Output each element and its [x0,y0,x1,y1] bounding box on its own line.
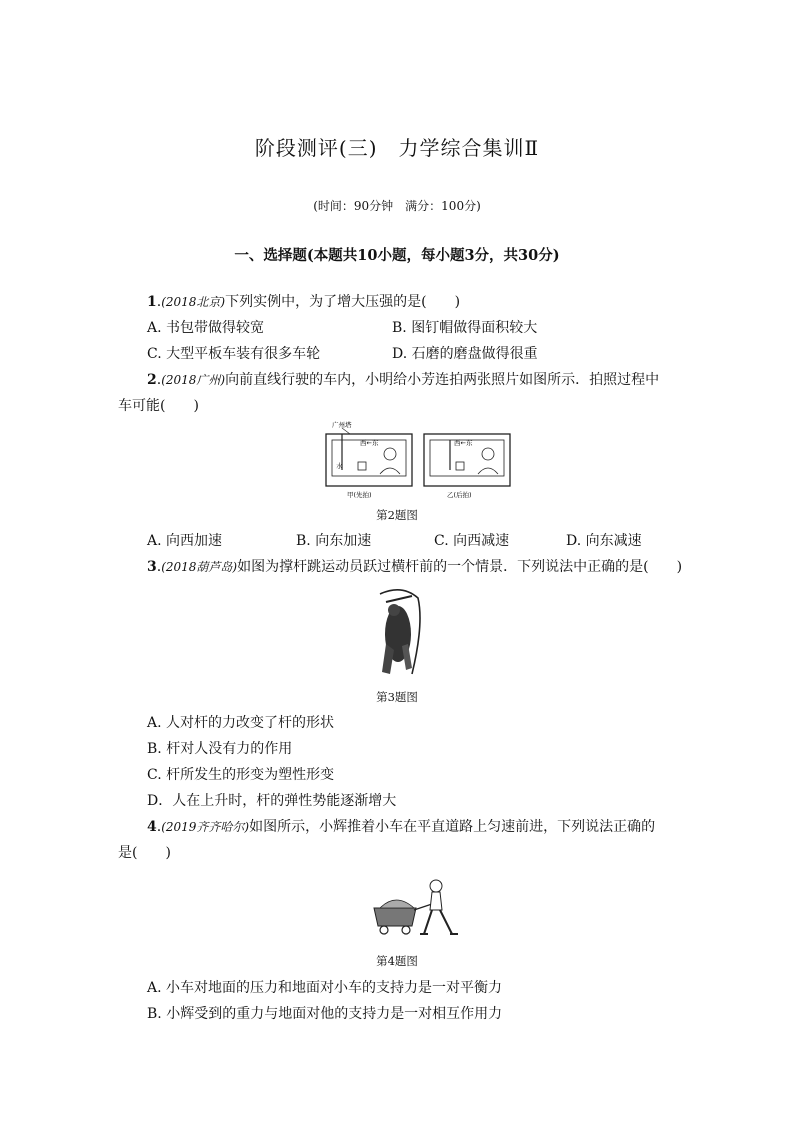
question-2-figure [320,418,520,500]
person-icon [482,448,494,460]
tower-label: 广州塔 [332,421,352,429]
exam-info: (时间：90分钟 满分：100分) [313,199,481,213]
cart-icon [374,908,416,926]
question-number: 4 [147,819,157,835]
figure-caption: 第3题图 [376,690,418,704]
question-source: (2018广州) [161,373,226,387]
photo-first [326,420,412,499]
option-a: A. 向西加速 [147,533,223,549]
svg-text:甲(先拍): 甲(先拍) [347,491,372,499]
option-b: B. 小辉受到的重力与地面对他的支持力是一对相互作用力 [147,1006,503,1022]
figure-caption: 第2题图 [376,508,418,522]
question-number: 2 [147,372,157,388]
pole-vaulter-figure [372,584,428,680]
option-b: B. 杆对人没有力的作用 [147,741,293,757]
option-a: A. 书包带做得较宽 [147,320,265,336]
question-source: (2018葫芦岛) [161,560,238,574]
svg-text:西←东: 西←东 [454,439,473,447]
figure-caption: 第4题图 [376,954,418,968]
svg-text:乙(后拍): 乙(后拍) [447,491,472,499]
question-text: 如图所示，小辉推着小车在平直道路上匀速前进，下列说法正确的 [249,819,656,835]
question-1-stem: 1.(2018北京)下列实例中，为了增大压强的是( ) [147,294,461,310]
question-4-stem-cont: 是( ) [118,845,171,861]
option-d: D．人在上升时，杆的弹性势能逐渐增大 [147,793,397,809]
option-b: B. 图钉帽做得面积较大 [392,320,538,336]
option-c: C. 大型平板车装有很多车轮 [147,346,321,362]
option-c: C. 向西减速 [434,533,510,549]
page-title: 阶段测评(三) 力学综合集训Ⅱ [254,136,540,160]
question-2-stem-cont: 车可能( ) [118,398,199,414]
question-3-stem: 3.(2018葫芦岛)如图为撑杆跳运动员跃过横杆前的一个情景．下列说法中正确的是( ) [147,559,683,575]
question-text: 下列实例中，为了增大压强的是( ) [225,294,461,310]
question-source: (2018北京) [161,295,226,309]
option-d: D. 石磨的磨盘做得很重 [392,346,538,362]
option-a: A. 小车对地面的压力和地面对小车的支持力是一对平衡力 [147,980,503,996]
question-text: 向前直线行驶的车内，小明给小芳连拍两张照片如图所示．拍照过程中 [225,372,660,388]
option-c: C. 杆所发生的形变为塑性形变 [147,767,335,783]
option-a: A. 人对杆的力改变了杆的形状 [147,715,335,731]
section-heading: 一、选择题(本题共10小题，每小题3分，共30分) [234,247,560,264]
question-2-stem: 2.(2018广州)向前直线行驶的车内，小明给小芳连拍两张照片如图所示．拍照过程中 [147,372,660,388]
question-number: 3 [147,559,157,575]
photo-second [424,434,510,499]
svg-text:西←东: 西←东 [360,439,379,447]
option-d: D. 向东减速 [566,533,642,549]
option-b: B. 向东加速 [296,533,372,549]
boy-icon [430,880,442,892]
cup-icon [456,462,464,470]
question-source: (2019齐齐哈尔) [161,820,250,834]
cup-icon [358,462,366,470]
person-icon [384,448,396,460]
question-text: 如图为撑杆跳运动员跃过横杆前的一个情景．下列说法中正确的是( ) [237,559,683,575]
question-number: 1 [147,294,157,310]
svg-text:水: 水 [336,462,343,470]
cart-pushing-figure [370,874,464,940]
question-4-stem: 4.(2019齐齐哈尔)如图所示，小辉推着小车在平直道路上匀速前进，下列说法正确的 [147,819,656,835]
